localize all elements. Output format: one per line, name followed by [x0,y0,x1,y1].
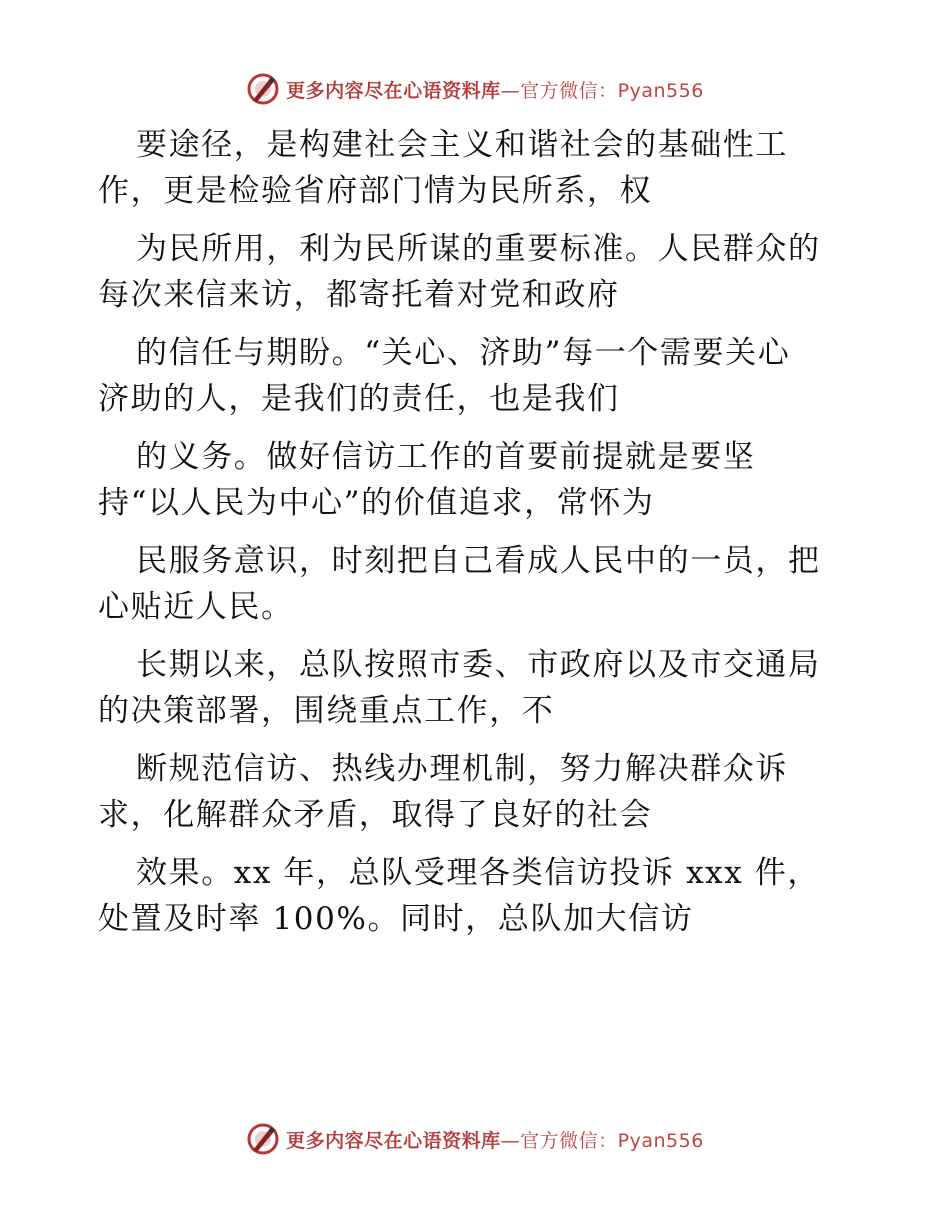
line-gap [98,318,858,330]
line-gap [98,214,858,226]
text-line: 的义务。做好信访工作的首要前提就是要坚 [136,439,756,475]
banner-wechat: 官方微信：Pyan556 [520,1129,704,1152]
pen-circle-logo-icon [246,1122,280,1156]
text-line: 作，更是检验省府部门情为民所系，权 [98,173,653,209]
banner-text [286,1126,704,1153]
banner-separator: — [500,1129,521,1152]
text-line: 民服务意识，时刻把自己看成人民中的一员，把 [136,543,821,579]
banner-lead: 更多内容尽在心语资料库 [286,79,501,102]
line-gap [98,838,858,850]
text-line: 每次来信来访，都寄托着对党和政府 [98,277,620,313]
line-gap [98,734,858,746]
text-line: 济助的人，是我们的责任，也是我们 [98,381,620,417]
text-line: 为民所用，利为民所谋的重要标准。人民群众的 [136,231,821,267]
text-line: 心贴近人民。 [98,589,294,625]
footer-banner [0,1122,950,1156]
text-line: 要途径，是构建社会主义和谐社会的基础性工 [136,127,788,163]
line-gap [98,422,858,434]
text-line: 效果。xx 年，总队受理各类信访投诉 xxx 件， [136,855,820,891]
banner-lead: 更多内容尽在心语资料库 [286,1129,501,1152]
text-line: 求，化解群众矛盾，取得了良好的社会 [98,797,653,833]
text-line: 持“以人民为中心”的价值追求，常怀为 [98,485,655,521]
banner-separator: — [500,79,521,102]
text-line: 的决策部署，围绕重点工作，不 [98,693,555,729]
banner-text [286,76,704,103]
text-line: 断规范信访、热线办理机制，努力解决群众诉 [136,751,788,787]
text-line: 处置及时率 100%。同时，总队加大信访 [98,901,694,937]
line-gap [98,526,858,538]
document-body [98,122,858,942]
pen-circle-logo-icon [246,72,280,106]
header-banner [0,72,950,106]
banner-wechat: 官方微信：Pyan556 [520,79,704,102]
text-line: 长期以来，总队按照市委、市政府以及市交通局 [136,647,821,683]
line-gap [98,630,858,642]
text-line: 的信任与期盼。“关心、济助”每一个需要关心 [136,335,791,371]
